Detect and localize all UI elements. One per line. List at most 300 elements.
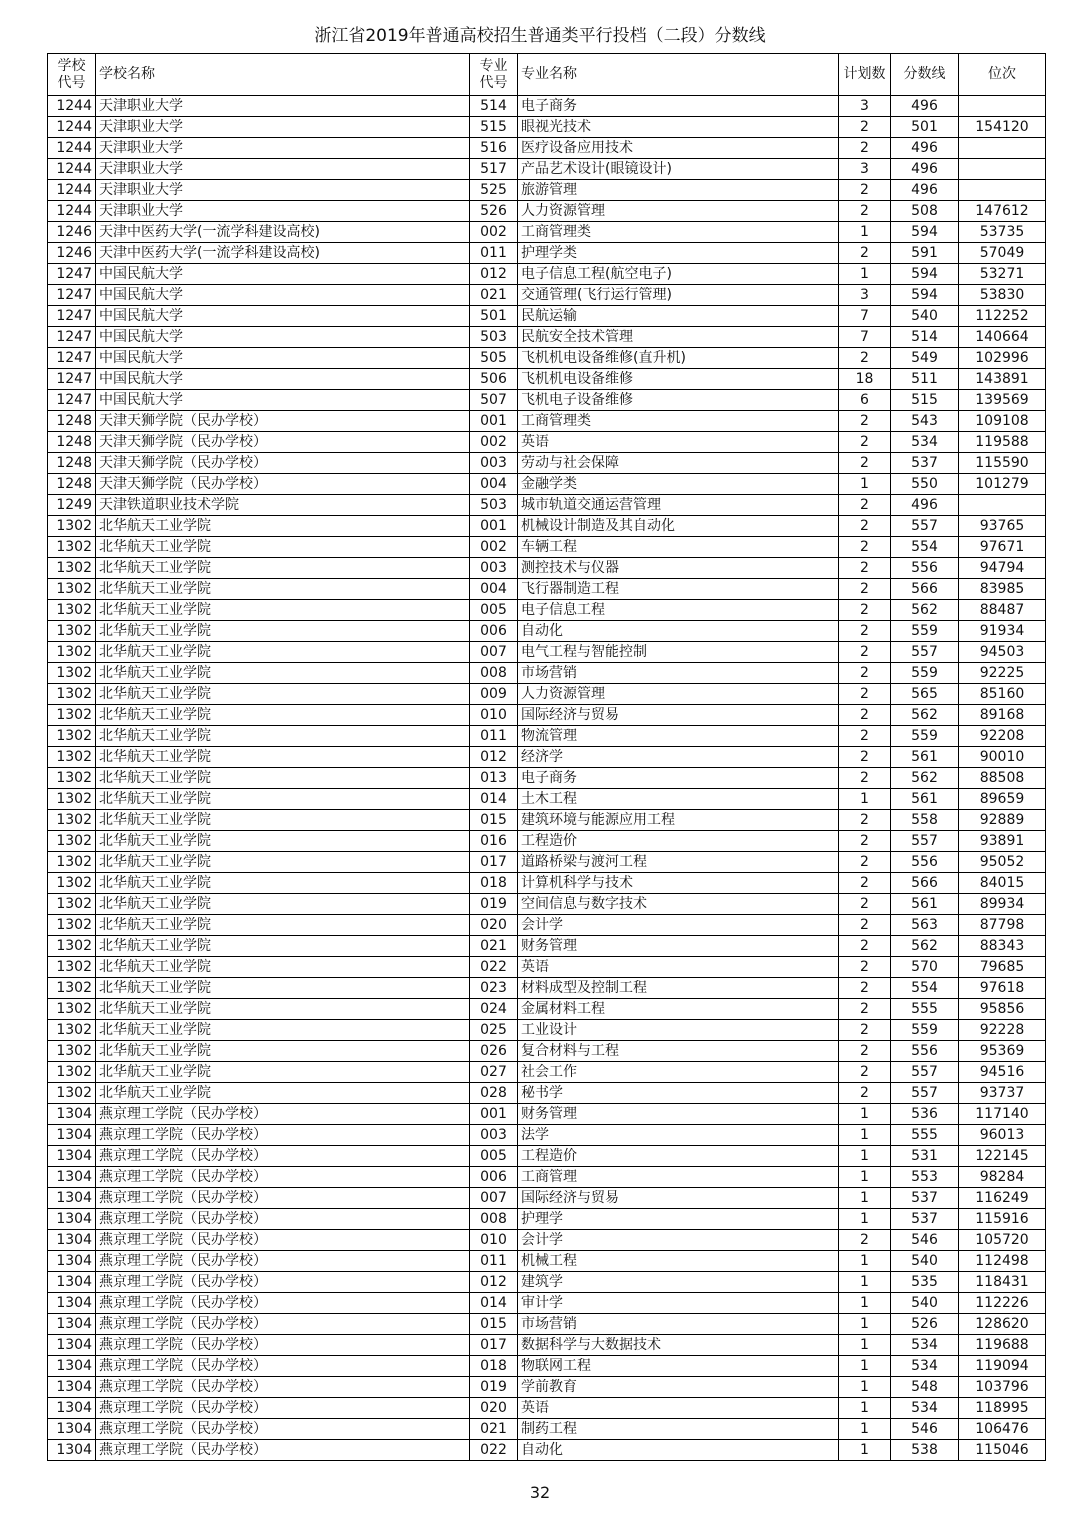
major-code-cell: 012 xyxy=(470,747,518,768)
major-name-cell: 土木工程 xyxy=(518,789,839,810)
score-cell: 594 xyxy=(891,264,959,285)
major-code-cell: 011 xyxy=(470,243,518,264)
score-cell: 537 xyxy=(891,1209,959,1230)
school-name-cell: 中国民航大学 xyxy=(96,306,470,327)
score-cell: 557 xyxy=(891,642,959,663)
school-code-cell: 1246 xyxy=(48,222,96,243)
plan-count-cell: 1 xyxy=(839,1356,891,1377)
major-name-cell: 经济学 xyxy=(518,747,839,768)
table-row xyxy=(48,600,1046,621)
plan-count-cell: 2 xyxy=(839,978,891,999)
table-row xyxy=(48,243,1046,264)
major-code-cell: 002 xyxy=(470,432,518,453)
school-code-cell: 1302 xyxy=(48,621,96,642)
rank-cell: 94794 xyxy=(959,558,1046,579)
score-cell: 562 xyxy=(891,600,959,621)
plan-count-cell: 2 xyxy=(839,537,891,558)
major-code-cell: 020 xyxy=(470,1398,518,1419)
plan-count-cell: 2 xyxy=(839,915,891,936)
score-cell: 496 xyxy=(891,159,959,180)
major-code-cell: 015 xyxy=(470,810,518,831)
major-name-cell: 测控技术与仪器 xyxy=(518,558,839,579)
plan-count-cell: 1 xyxy=(839,789,891,810)
table-row xyxy=(48,642,1046,663)
school-code-cell: 1302 xyxy=(48,789,96,810)
table-row xyxy=(48,747,1046,768)
school-name-cell: 燕京理工学院（民办学校） xyxy=(96,1230,470,1251)
school-name-cell: 天津职业大学 xyxy=(96,96,470,117)
school-name-cell: 北华航天工业学院 xyxy=(96,1083,470,1104)
school-code-cell: 1244 xyxy=(48,138,96,159)
table-row xyxy=(48,474,1046,495)
major-name-cell: 金融学类 xyxy=(518,474,839,495)
table-row xyxy=(48,1062,1046,1083)
major-code-cell: 011 xyxy=(470,726,518,747)
plan-count-cell: 1 xyxy=(839,1188,891,1209)
table-row xyxy=(48,117,1046,138)
score-cell: 557 xyxy=(891,516,959,537)
school-name-cell: 北华航天工业学院 xyxy=(96,621,470,642)
score-cell: 534 xyxy=(891,1356,959,1377)
rank-cell: 119588 xyxy=(959,432,1046,453)
school-name-cell: 天津天狮学院（民办学校） xyxy=(96,474,470,495)
school-name-cell: 燕京理工学院（民办学校） xyxy=(96,1146,470,1167)
rank-cell: 94516 xyxy=(959,1062,1046,1083)
major-name-cell: 飞机机电设备维修(直升机) xyxy=(518,348,839,369)
plan-count-cell: 2 xyxy=(839,600,891,621)
score-cell: 550 xyxy=(891,474,959,495)
rank-cell: 92225 xyxy=(959,663,1046,684)
rank-cell: 143891 xyxy=(959,369,1046,390)
plan-count-cell: 2 xyxy=(839,432,891,453)
major-name-cell: 秘书学 xyxy=(518,1083,839,1104)
plan-count-cell: 2 xyxy=(839,768,891,789)
plan-count-cell: 2 xyxy=(839,348,891,369)
school-name-cell: 天津中医药大学(一流学科建设高校) xyxy=(96,222,470,243)
score-cell: 496 xyxy=(891,96,959,117)
school-name-cell: 中国民航大学 xyxy=(96,369,470,390)
plan-count-cell: 2 xyxy=(839,621,891,642)
school-name-cell: 北华航天工业学院 xyxy=(96,684,470,705)
plan-count-cell: 2 xyxy=(839,495,891,516)
major-name-cell: 审计学 xyxy=(518,1293,839,1314)
plan-count-cell: 18 xyxy=(839,369,891,390)
table-row xyxy=(48,1440,1046,1461)
school-name-cell: 燕京理工学院（民办学校） xyxy=(96,1272,470,1293)
plan-count-cell: 2 xyxy=(839,726,891,747)
plan-count-cell: 2 xyxy=(839,873,891,894)
score-cell: 515 xyxy=(891,390,959,411)
rank-cell: 93737 xyxy=(959,1083,1046,1104)
major-name-cell: 国际经济与贸易 xyxy=(518,705,839,726)
score-cell: 535 xyxy=(891,1272,959,1293)
table-row xyxy=(48,789,1046,810)
major-name-cell: 民航运输 xyxy=(518,306,839,327)
table-row xyxy=(48,1188,1046,1209)
rank-cell: 154120 xyxy=(959,117,1046,138)
school-code-cell: 1302 xyxy=(48,831,96,852)
rank-cell: 112226 xyxy=(959,1293,1046,1314)
rank-cell: 89934 xyxy=(959,894,1046,915)
rank-cell: 87798 xyxy=(959,915,1046,936)
school-code-cell: 1302 xyxy=(48,600,96,621)
major-name-cell: 市场营销 xyxy=(518,663,839,684)
rank-cell: 115916 xyxy=(959,1209,1046,1230)
major-code-cell: 002 xyxy=(470,222,518,243)
table-row xyxy=(48,558,1046,579)
school-name-cell: 中国民航大学 xyxy=(96,327,470,348)
school-code-cell: 1302 xyxy=(48,1083,96,1104)
rank-cell: 79685 xyxy=(959,957,1046,978)
school-name-cell: 燕京理工学院（民办学校） xyxy=(96,1293,470,1314)
rank-cell: 116249 xyxy=(959,1188,1046,1209)
score-cell: 534 xyxy=(891,1398,959,1419)
table-row xyxy=(48,1230,1046,1251)
school-name-cell: 北华航天工业学院 xyxy=(96,558,470,579)
score-cell: 591 xyxy=(891,243,959,264)
table-row xyxy=(48,516,1046,537)
major-code-cell: 002 xyxy=(470,537,518,558)
school-code-cell: 1244 xyxy=(48,96,96,117)
plan-count-cell: 2 xyxy=(839,642,891,663)
table-row xyxy=(48,537,1046,558)
major-code-cell: 515 xyxy=(470,117,518,138)
school-code-cell: 1302 xyxy=(48,810,96,831)
major-name-cell: 英语 xyxy=(518,1398,839,1419)
major-code-cell: 001 xyxy=(470,411,518,432)
rank-cell xyxy=(959,495,1046,516)
plan-count-cell: 1 xyxy=(839,1125,891,1146)
table-row xyxy=(48,369,1046,390)
school-code-cell: 1246 xyxy=(48,243,96,264)
table-row xyxy=(48,768,1046,789)
school-name-cell: 燕京理工学院（民办学校） xyxy=(96,1125,470,1146)
school-name-cell: 北华航天工业学院 xyxy=(96,915,470,936)
rank-cell: 118431 xyxy=(959,1272,1046,1293)
rank-cell: 147612 xyxy=(959,201,1046,222)
table-row xyxy=(48,684,1046,705)
score-cell: 562 xyxy=(891,705,959,726)
major-code-cell: 008 xyxy=(470,1209,518,1230)
rank-cell: 53830 xyxy=(959,285,1046,306)
score-cell: 554 xyxy=(891,978,959,999)
plan-count-cell: 7 xyxy=(839,327,891,348)
major-code-cell: 016 xyxy=(470,831,518,852)
school-code-cell: 1302 xyxy=(48,726,96,747)
major-name-cell: 财务管理 xyxy=(518,1104,839,1125)
score-cell: 562 xyxy=(891,936,959,957)
plan-count-cell: 2 xyxy=(839,180,891,201)
major-code-cell: 005 xyxy=(470,1146,518,1167)
rank-cell: 128620 xyxy=(959,1314,1046,1335)
score-cell: 557 xyxy=(891,1083,959,1104)
major-name-cell: 物流管理 xyxy=(518,726,839,747)
school-code-cell: 1302 xyxy=(48,978,96,999)
major-name-cell: 飞行器制造工程 xyxy=(518,579,839,600)
table-row xyxy=(48,495,1046,516)
school-name-cell: 北华航天工业学院 xyxy=(96,810,470,831)
score-cell: 526 xyxy=(891,1314,959,1335)
rank-cell: 88508 xyxy=(959,768,1046,789)
table-row xyxy=(48,432,1046,453)
school-code-cell: 1302 xyxy=(48,684,96,705)
school-code-cell: 1304 xyxy=(48,1398,96,1419)
plan-count-cell: 1 xyxy=(839,1293,891,1314)
school-name-cell: 燕京理工学院（民办学校） xyxy=(96,1209,470,1230)
major-name-cell: 电子商务 xyxy=(518,96,839,117)
table-header-row xyxy=(48,54,1046,96)
major-name-cell: 建筑环境与能源应用工程 xyxy=(518,810,839,831)
plan-count-cell: 1 xyxy=(839,1419,891,1440)
score-cell: 540 xyxy=(891,1293,959,1314)
school-code-cell: 1304 xyxy=(48,1440,96,1461)
rank-cell: 93891 xyxy=(959,831,1046,852)
major-code-cell: 014 xyxy=(470,789,518,810)
school-name-cell: 燕京理工学院（民办学校） xyxy=(96,1377,470,1398)
school-name-cell: 北华航天工业学院 xyxy=(96,663,470,684)
table-row xyxy=(48,1041,1046,1062)
rank-cell: 139569 xyxy=(959,390,1046,411)
table-row xyxy=(48,852,1046,873)
major-name-cell: 机械工程 xyxy=(518,1251,839,1272)
major-code-cell: 012 xyxy=(470,264,518,285)
school-code-cell: 1248 xyxy=(48,411,96,432)
school-name-cell: 天津职业大学 xyxy=(96,117,470,138)
plan-count-cell: 3 xyxy=(839,159,891,180)
major-code-cell: 003 xyxy=(470,453,518,474)
school-code-cell: 1304 xyxy=(48,1251,96,1272)
plan-count-cell: 2 xyxy=(839,201,891,222)
score-cell: 563 xyxy=(891,915,959,936)
school-name-cell: 北华航天工业学院 xyxy=(96,852,470,873)
rank-cell: 53271 xyxy=(959,264,1046,285)
score-cell: 561 xyxy=(891,747,959,768)
major-name-cell: 交通管理(飞行运行管理) xyxy=(518,285,839,306)
major-code-cell: 003 xyxy=(470,1125,518,1146)
major-name-cell: 电子信息工程 xyxy=(518,600,839,621)
school-code-cell: 1248 xyxy=(48,432,96,453)
major-code-cell: 028 xyxy=(470,1083,518,1104)
rank-cell: 119094 xyxy=(959,1356,1046,1377)
rank-cell: 105720 xyxy=(959,1230,1046,1251)
rank-cell xyxy=(959,138,1046,159)
rank-cell: 119688 xyxy=(959,1335,1046,1356)
table-body xyxy=(48,96,1046,1461)
major-name-cell: 人力资源管理 xyxy=(518,684,839,705)
plan-count-cell: 2 xyxy=(839,516,891,537)
score-cell: 534 xyxy=(891,1335,959,1356)
header-school-code: 学校代号 xyxy=(48,54,96,96)
plan-count-cell: 2 xyxy=(839,579,891,600)
major-name-cell: 学前教育 xyxy=(518,1377,839,1398)
school-name-cell: 北华航天工业学院 xyxy=(96,537,470,558)
plan-count-cell: 2 xyxy=(839,810,891,831)
school-code-cell: 1304 xyxy=(48,1335,96,1356)
rank-cell: 91934 xyxy=(959,621,1046,642)
table-row xyxy=(48,705,1046,726)
school-code-cell: 1302 xyxy=(48,1062,96,1083)
school-code-cell: 1304 xyxy=(48,1209,96,1230)
score-cell: 556 xyxy=(891,852,959,873)
major-name-cell: 旅游管理 xyxy=(518,180,839,201)
school-name-cell: 燕京理工学院（民办学校） xyxy=(96,1419,470,1440)
score-cell: 562 xyxy=(891,768,959,789)
major-name-cell: 自动化 xyxy=(518,1440,839,1461)
major-name-cell: 飞机电子设备维修 xyxy=(518,390,839,411)
plan-count-cell: 2 xyxy=(839,957,891,978)
plan-count-cell: 2 xyxy=(839,684,891,705)
major-code-cell: 022 xyxy=(470,1440,518,1461)
major-code-cell: 023 xyxy=(470,978,518,999)
major-name-cell: 工程造价 xyxy=(518,831,839,852)
score-cell: 566 xyxy=(891,873,959,894)
table-row xyxy=(48,285,1046,306)
plan-count-cell: 1 xyxy=(839,474,891,495)
header-plan-count: 计划数 xyxy=(839,54,891,96)
plan-count-cell: 2 xyxy=(839,1062,891,1083)
major-name-cell: 金属材料工程 xyxy=(518,999,839,1020)
rank-cell: 97618 xyxy=(959,978,1046,999)
school-name-cell: 北华航天工业学院 xyxy=(96,1041,470,1062)
school-name-cell: 北华航天工业学院 xyxy=(96,789,470,810)
major-name-cell: 飞机机电设备维修 xyxy=(518,369,839,390)
score-cell: 594 xyxy=(891,285,959,306)
table-row xyxy=(48,831,1046,852)
major-code-cell: 517 xyxy=(470,159,518,180)
rank-cell: 84015 xyxy=(959,873,1046,894)
major-name-cell: 建筑学 xyxy=(518,1272,839,1293)
school-code-cell: 1244 xyxy=(48,201,96,222)
plan-count-cell: 3 xyxy=(839,285,891,306)
major-name-cell: 法学 xyxy=(518,1125,839,1146)
school-name-cell: 天津职业大学 xyxy=(96,201,470,222)
score-cell: 559 xyxy=(891,726,959,747)
major-code-cell: 015 xyxy=(470,1314,518,1335)
major-code-cell: 018 xyxy=(470,873,518,894)
rank-cell: 89659 xyxy=(959,789,1046,810)
school-name-cell: 燕京理工学院（民办学校） xyxy=(96,1104,470,1125)
school-name-cell: 天津天狮学院（民办学校） xyxy=(96,411,470,432)
school-name-cell: 北华航天工业学院 xyxy=(96,726,470,747)
school-name-cell: 北华航天工业学院 xyxy=(96,999,470,1020)
score-cell: 565 xyxy=(891,684,959,705)
rank-cell: 95856 xyxy=(959,999,1046,1020)
school-code-cell: 1304 xyxy=(48,1419,96,1440)
major-code-cell: 525 xyxy=(470,180,518,201)
school-code-cell: 1302 xyxy=(48,936,96,957)
table-row xyxy=(48,810,1046,831)
table-row xyxy=(48,159,1046,180)
major-code-cell: 025 xyxy=(470,1020,518,1041)
table-row xyxy=(48,915,1046,936)
plan-count-cell: 2 xyxy=(839,1230,891,1251)
school-name-cell: 中国民航大学 xyxy=(96,348,470,369)
rank-cell: 98284 xyxy=(959,1167,1046,1188)
major-code-cell: 009 xyxy=(470,684,518,705)
table-row xyxy=(48,180,1046,201)
school-name-cell: 北华航天工业学院 xyxy=(96,600,470,621)
score-cell: 561 xyxy=(891,789,959,810)
major-code-cell: 007 xyxy=(470,1188,518,1209)
school-name-cell: 北华航天工业学院 xyxy=(96,768,470,789)
table-row xyxy=(48,1314,1046,1335)
school-name-cell: 燕京理工学院（民办学校） xyxy=(96,1398,470,1419)
school-name-cell: 天津职业大学 xyxy=(96,138,470,159)
school-code-cell: 1304 xyxy=(48,1272,96,1293)
rank-cell xyxy=(959,159,1046,180)
school-code-cell: 1302 xyxy=(48,915,96,936)
school-code-cell: 1304 xyxy=(48,1104,96,1125)
score-cell: 561 xyxy=(891,894,959,915)
major-code-cell: 503 xyxy=(470,495,518,516)
school-name-cell: 北华航天工业学院 xyxy=(96,936,470,957)
table-row xyxy=(48,873,1046,894)
school-code-cell: 1302 xyxy=(48,768,96,789)
major-code-cell: 026 xyxy=(470,1041,518,1062)
table-row xyxy=(48,1125,1046,1146)
school-name-cell: 燕京理工学院（民办学校） xyxy=(96,1167,470,1188)
major-code-cell: 017 xyxy=(470,852,518,873)
table-row xyxy=(48,621,1046,642)
school-code-cell: 1302 xyxy=(48,999,96,1020)
score-cell: 555 xyxy=(891,999,959,1020)
plan-count-cell: 1 xyxy=(839,1377,891,1398)
major-code-cell: 022 xyxy=(470,957,518,978)
major-name-cell: 电气工程与智能控制 xyxy=(518,642,839,663)
school-code-cell: 1302 xyxy=(48,747,96,768)
major-code-cell: 011 xyxy=(470,1251,518,1272)
rank-cell: 93765 xyxy=(959,516,1046,537)
major-code-cell: 012 xyxy=(470,1272,518,1293)
rank-cell: 92208 xyxy=(959,726,1046,747)
school-name-cell: 天津铁道职业技术学院 xyxy=(96,495,470,516)
major-code-cell: 001 xyxy=(470,516,518,537)
school-name-cell: 北华航天工业学院 xyxy=(96,516,470,537)
plan-count-cell: 1 xyxy=(839,1209,891,1230)
rank-cell: 109108 xyxy=(959,411,1046,432)
school-code-cell: 1244 xyxy=(48,180,96,201)
rank-cell: 89168 xyxy=(959,705,1046,726)
school-name-cell: 燕京理工学院（民办学校） xyxy=(96,1314,470,1335)
table-row xyxy=(48,348,1046,369)
table-row xyxy=(48,1167,1046,1188)
score-cell: 570 xyxy=(891,957,959,978)
plan-count-cell: 1 xyxy=(839,1167,891,1188)
school-code-cell: 1302 xyxy=(48,852,96,873)
school-code-cell: 1302 xyxy=(48,705,96,726)
major-code-cell: 021 xyxy=(470,936,518,957)
school-name-cell: 燕京理工学院（民办学校） xyxy=(96,1188,470,1209)
plan-count-cell: 2 xyxy=(839,243,891,264)
table-row xyxy=(48,264,1046,285)
school-code-cell: 1302 xyxy=(48,1020,96,1041)
score-cell: 536 xyxy=(891,1104,959,1125)
major-name-cell: 工业设计 xyxy=(518,1020,839,1041)
rank-cell: 97671 xyxy=(959,537,1046,558)
school-code-cell: 1249 xyxy=(48,495,96,516)
plan-count-cell: 2 xyxy=(839,117,891,138)
school-code-cell: 1248 xyxy=(48,474,96,495)
rank-cell: 88343 xyxy=(959,936,1046,957)
rank-cell: 90010 xyxy=(959,747,1046,768)
major-code-cell: 013 xyxy=(470,768,518,789)
major-code-cell: 004 xyxy=(470,474,518,495)
header-score-line: 分数线 xyxy=(891,54,959,96)
score-cell: 559 xyxy=(891,621,959,642)
major-name-cell: 数据科学与大数据技术 xyxy=(518,1335,839,1356)
rank-cell: 140664 xyxy=(959,327,1046,348)
score-cell: 537 xyxy=(891,1188,959,1209)
